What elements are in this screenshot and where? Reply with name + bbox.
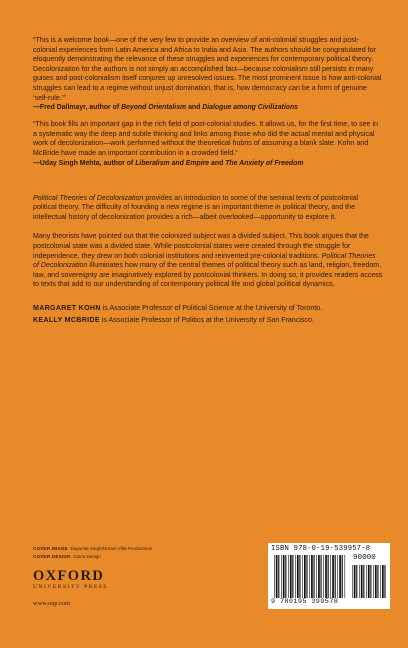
barcode-bar [302, 555, 303, 598]
barcode-bar [337, 555, 338, 598]
author-bios [33, 304, 383, 326]
price-barcode [352, 565, 386, 598]
endorsement-quote-1 [33, 36, 383, 112]
barcode-bar [345, 555, 346, 598]
barcode-bar [339, 555, 341, 598]
barcode-bar [342, 555, 343, 598]
barcode-bar [288, 555, 289, 598]
barcode-bar [323, 555, 324, 598]
isbn-label: ISBN 978-0-19-539957-8 [271, 545, 371, 553]
cover-design-credit: COVER DESIGN Ciano Design [33, 554, 101, 559]
barcode-bar [384, 565, 385, 598]
barcode-bar [380, 565, 381, 598]
author-bio-mcbride: KEALLY MCBRIDE is Associate Professor of Politics at the University of San Francisco. [33, 316, 314, 325]
barcode-bar [359, 565, 360, 598]
quote-1-text: “This is a welcome book—one of the very few to provide an overview of anti-colonial struggles and post-colonial experiences from Latin America and Africa to India and Asia. The authors should be congratulated for eloquently demonstrating the relevance of these struggles and experiences for contemporary political theory. Decolonization for the authors is not simply an accomplished fact—because colonialism still persists in many guises and post-colonialism itself conjures up unresolved issues. The most prominent issue is how anti-colonial struggles can lead to a regime without unjust domination, that is, how democracy can be a form of genuine ‘self-rule.’” [33, 36, 382, 102]
barcode-bar [335, 555, 336, 598]
barcode-bar [285, 555, 286, 598]
barcode-bar [382, 565, 384, 598]
barcode-bar [316, 555, 317, 598]
barcode-bar [368, 565, 370, 598]
barcode-bar [290, 555, 292, 598]
barcode-bar [328, 555, 329, 598]
barcode-bar [304, 555, 306, 598]
barcode-bar [373, 565, 374, 598]
publisher-subname: UNIVERSITY PRESS [33, 584, 108, 590]
isbn-barcode [274, 555, 346, 598]
quote-2-attribution: —Uday Singh Mehta, author of Liberalism and Empire and The Anxiety of Freedom [33, 159, 304, 167]
barcode-bar [295, 555, 296, 598]
barcode-bar [356, 565, 357, 598]
barcode-bar [375, 565, 377, 598]
barcode-bar [309, 555, 310, 598]
barcode-bar [276, 555, 278, 598]
barcode-bar [366, 565, 367, 598]
publisher-name: OXFORD [33, 568, 105, 584]
barcode-bar [332, 555, 334, 598]
author-bio-kohn: MARGARET KOHN is Associate Professor of Political Science at the University of Toronto. [33, 303, 323, 312]
quote-1-attribution: —Fred Dallmayr, author of Beyond Orientalism and Dialogue among Civilizations [33, 104, 298, 112]
quote-2-text: “This book fills an important gap in the rich field of post-colonial studies. It allows us, for the first time, to see in a systematic way the deep and subtle thinking and links among those who did the actual mental and physical work of decolonization—work performed without the theoretical hubris of assuming a blank slate. Kohn and McBride have made an important contribution in a crowded field.” [33, 120, 378, 157]
cover-credits [33, 545, 152, 561]
barcode-bar [330, 555, 331, 598]
barcode-bar [370, 565, 371, 598]
barcode-bar [321, 555, 322, 598]
publisher-logo [33, 569, 108, 591]
price-code: 90000 [353, 554, 376, 562]
barcode-bar [318, 555, 320, 598]
publisher-url: www.oup.com [33, 600, 71, 607]
cover-image-credit: COVER IMAGE Dayanita Singh/Dream Villa Productions [33, 546, 153, 551]
barcode-bar [361, 565, 363, 598]
barcode-bar [377, 565, 378, 598]
barcode-bar [274, 555, 275, 598]
description-paragraph-1: Political Theories of Decolonization provides an introduction to some of the seminal texts of postcolonial political theory. The difficulty of founding a new regime is an important theme in political theory, and the intellectual history of decolonization provides a rich—albeit overlooked—opportunity to explore it. [33, 193, 359, 221]
barcode-bar [363, 565, 364, 598]
description-paragraph-2: Many theorists have pointed out that the colonized subject was a divided subject. This book argues that the postcolonial state was a divided state. While postcolonial states were created through the struggle for independence, they drew on both colonial institutions and reinvented pre-colonial traditions. Political Theories of Decolonization illuminates how many of the central themes of political theory such as land, religion, freedom, law, and sovereignty are imaginatively explored by postcolonial thinkers. In doing so, it provides readers access to texts that add to our understanding of contemporary political life and global political dynamics. [33, 232, 383, 289]
barcode-bar [325, 555, 327, 598]
barcode-number: 9 780195 399578 [271, 598, 339, 606]
endorsement-quote-2 [33, 120, 383, 167]
barcode-bar [297, 555, 299, 598]
barcode-bar [313, 555, 314, 598]
barcode-bar [352, 565, 353, 598]
barcode-bar [283, 555, 285, 598]
back-cover-text [33, 36, 383, 329]
barcode-bar [306, 555, 307, 598]
barcode-bar [278, 555, 279, 598]
barcode-bar [354, 565, 356, 598]
barcode-bar [311, 555, 313, 598]
barcode-bar [281, 555, 282, 598]
barcode-bar [292, 555, 293, 598]
barcode-bar [299, 555, 300, 598]
